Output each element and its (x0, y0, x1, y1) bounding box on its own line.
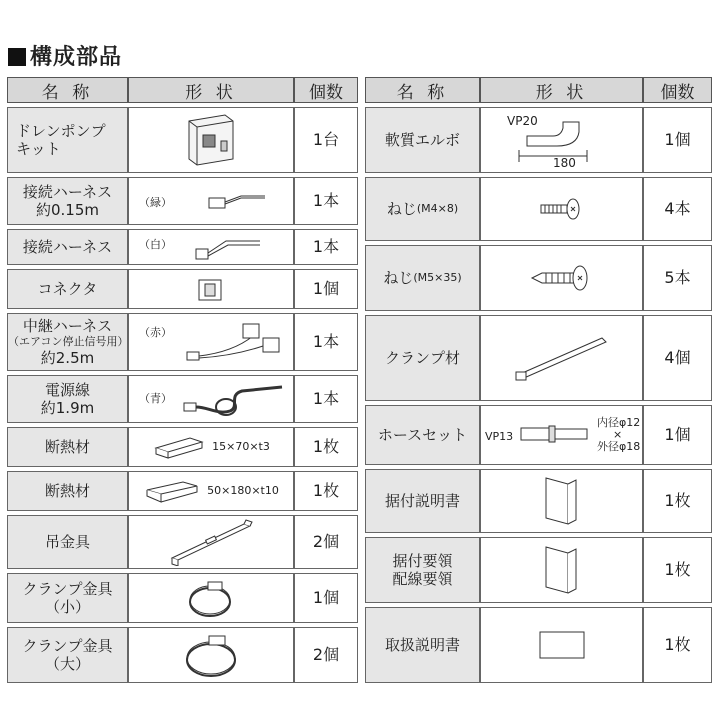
part-shape (480, 607, 643, 683)
insulation-small-icon (152, 432, 206, 462)
part-name: 接続ハーネス (7, 229, 128, 265)
part-qty: 1枚 (294, 471, 358, 511)
part-qty: 1本 (294, 229, 358, 265)
color-tag: （青） (139, 392, 172, 405)
cable-tie-icon (512, 328, 612, 388)
part-qty: 1個 (643, 107, 712, 173)
connector-icon (191, 272, 231, 306)
outer-diameter: 外径φ18 (597, 440, 641, 453)
part-name: クランプ材 (365, 315, 480, 401)
part-shape (128, 269, 294, 309)
part-name: クランプ金具 （小） (7, 573, 128, 623)
vp-label: VP20 (507, 114, 538, 128)
clamp-small-icon (184, 576, 238, 620)
inner-diameter: 内径φ12 (597, 416, 641, 429)
part-qty: 1本 (294, 177, 358, 225)
part-shape (128, 515, 294, 569)
part-shape (128, 229, 294, 265)
insulation-large-icon (143, 476, 201, 506)
part-shape (128, 627, 294, 683)
part-qty: 2個 (294, 627, 358, 683)
square-bullet-icon (8, 48, 26, 66)
part-name: 断熱材 (7, 471, 128, 511)
hanger-bracket-icon (166, 518, 256, 566)
part-name: 据付説明書 (365, 469, 480, 533)
part-name: 軟質エルボ (365, 107, 480, 173)
part-shape (128, 177, 294, 225)
part-qty: 1枚 (643, 469, 712, 533)
power-cable-icon (178, 377, 288, 421)
part-qty: 1個 (643, 405, 712, 465)
page-title: 構成部品 (8, 40, 122, 71)
part-qty: 1枚 (643, 607, 712, 683)
part-qty: 4個 (643, 315, 712, 401)
header-qty-left: 個数 (294, 77, 358, 103)
part-shape (480, 537, 643, 603)
dimension-text: 15×70×t3 (212, 440, 270, 454)
part-shape (128, 375, 294, 423)
color-tag: （赤） (139, 326, 172, 339)
part-shape (128, 573, 294, 623)
part-qty: 5本 (643, 245, 712, 311)
relay-harness-icon (183, 316, 283, 368)
part-qty: 4本 (643, 177, 712, 241)
color-tag: （緑） (139, 196, 172, 209)
part-qty: 1台 (294, 107, 358, 173)
parts-table (7, 77, 712, 702)
part-qty: 2個 (294, 515, 358, 569)
part-qty: 1枚 (643, 537, 712, 603)
part-name: 据付要領 配線要領 (365, 537, 480, 603)
part-name: 接続ハーネス 約0.15m (7, 177, 128, 225)
part-shape (480, 469, 643, 533)
part-shape (128, 471, 294, 511)
header-shape-left: 形 状 (128, 77, 294, 103)
part-qty: 1本 (294, 313, 358, 371)
part-name: ねじ (M5×35) (365, 245, 480, 311)
clamp-large-icon (181, 630, 241, 680)
harness-green-icon (201, 186, 271, 216)
booklet-icon (542, 474, 582, 528)
part-name: 吊金具 (7, 515, 128, 569)
part-name: コネクタ (7, 269, 128, 309)
header-shape-right: 形 状 (480, 77, 643, 103)
color-tag: （白） (139, 238, 172, 251)
part-shape (480, 177, 643, 241)
times-sign: × (613, 428, 623, 441)
part-shape (480, 245, 643, 311)
header-name-right: 名 称 (365, 77, 480, 103)
vp-label: VP13 (485, 430, 514, 443)
part-name: 電源線 約1.9m (7, 375, 128, 423)
drain-pump-kit-icon (181, 111, 241, 169)
header-name-left: 名 称 (7, 77, 128, 103)
part-name: 取扱説明書 (365, 607, 480, 683)
part-name: ホースセット (365, 405, 480, 465)
dimension-label: 180 (553, 156, 576, 170)
sheet-icon (537, 629, 587, 661)
screw-m4-icon (537, 197, 587, 221)
part-shape (480, 315, 643, 401)
part-name: 断熱材 (7, 427, 128, 467)
part-qty: 1枚 (294, 427, 358, 467)
part-shape (128, 427, 294, 467)
part-shape (128, 313, 294, 371)
screw-m5-icon (530, 264, 594, 292)
part-name: ドレンポンプ キット (7, 107, 128, 173)
part-qty: 1個 (294, 573, 358, 623)
part-shape (480, 107, 643, 173)
booklet-icon (542, 543, 582, 597)
part-name: ねじ (M4×8) (365, 177, 480, 241)
part-shape (128, 107, 294, 173)
part-name: 中継ハーネス （エアコン停止信号用） 約2.5m (7, 313, 128, 371)
header-qty-right: 個数 (643, 77, 712, 103)
part-qty: 1個 (294, 269, 358, 309)
part-name: クランプ金具 （大） (7, 627, 128, 683)
hose-set-icon (519, 420, 589, 450)
dimension-text: 50×180×t10 (207, 484, 279, 498)
harness-white-icon (186, 231, 266, 263)
part-qty: 1本 (294, 375, 358, 423)
part-shape (480, 405, 643, 465)
